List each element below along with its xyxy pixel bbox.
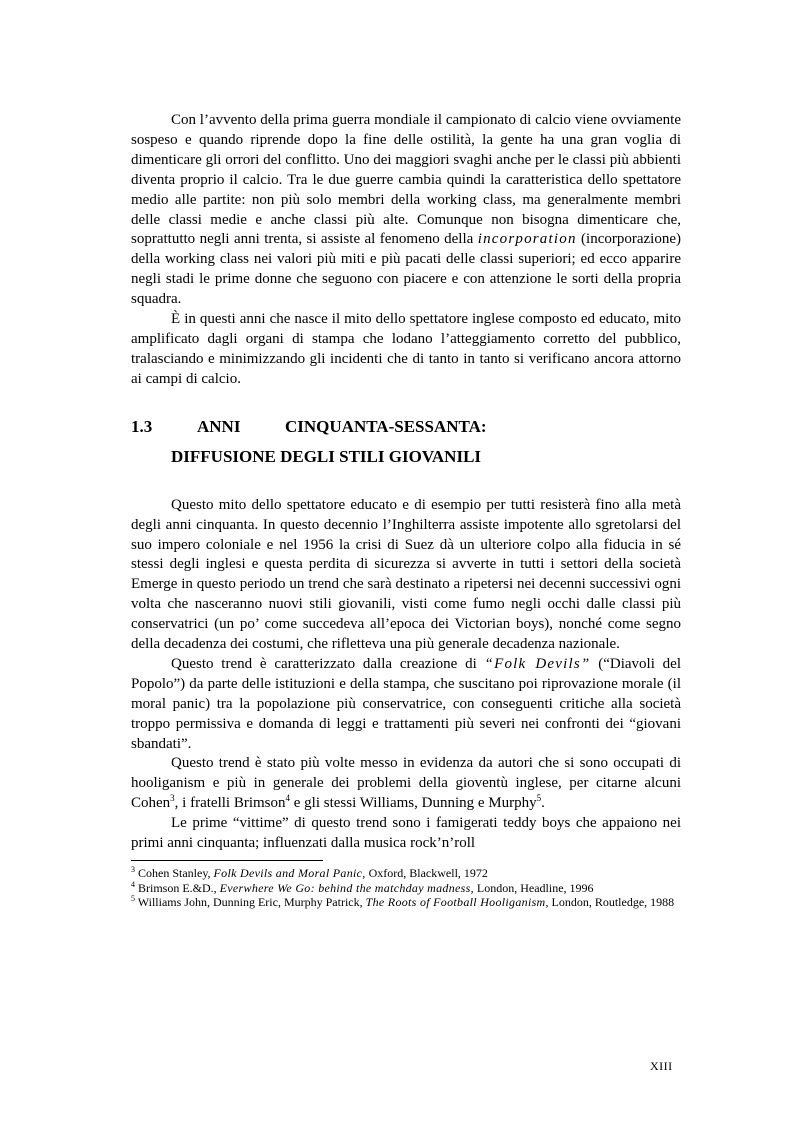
footnote-divider	[131, 860, 323, 861]
book-title: Folk Devils and Moral Panic,	[213, 866, 366, 880]
emphasized-term: incorporation	[477, 231, 577, 248]
text-run: (incorporazione) della working class nei valori più miti e più pacati delle classi superiori; ed ecco apparire negli stadi le prime donne che seguono con piacere e con attenzione le sorti della propria squadra.	[131, 231, 681, 308]
section-title-word: ANNI	[197, 416, 241, 436]
paragraph	[131, 655, 681, 755]
paragraph	[131, 814, 681, 854]
text-run: Questo mito dello spettatore educato e di esempio per tutti resisterà fino alla metà degli anni cinquanta. In questo decennio l’Inghilterra assiste impotente allo sgretolarsi del suo impero coloniale e nel 1956 la crisi di Suez dà un ulteriore colpo alla fiducia in sé stessi degli inglesi e questa perdita di sicurezza si avverte in tutti i settori della società Emerge in questo periodo un trend che sarà destinato a ripetersi nei decenni successivi ogni volta che nasceranno nuovi stili giovanili, visti come fumo negli occhi dalle classi più conservatrici (un po’ come succedeva all’epoca dei Victorian boys), nonché come segno della decadenza dei costumi, che rifletteva una più generale decadenza nazionale.	[131, 496, 681, 653]
paragraph	[131, 111, 681, 310]
text-run: Brimson E.&D.,	[135, 880, 220, 895]
footnote-ref: 4	[285, 793, 290, 804]
text-run: Williams John, Dunning Eric, Murphy Patrick,	[135, 895, 366, 909]
footnote	[131, 881, 681, 896]
footnotes	[131, 866, 681, 910]
text-run: Con l’avvento della prima guerra mondiale il campionato di calcio viene ovviamente sospeso e quando riprende dopo la fine delle ostilità, la gente ha una gran voglia di dimenticare gli orrori del conflitto. Uno dei maggiori svaghi anche per le classi più abbienti diventa proprio il calcio. Tra le due guerre cambia quindi la caratteristica dello spettatore medio alle partite: non più solo membri della working class, ma generalmente membri delle classi medie e anche classi più alte. Comunque non bisogna dimenticare che, soprattutto negli anni trenta, si assiste al fenomeno della	[131, 112, 681, 248]
body-bottom	[131, 496, 681, 854]
text-run: , i fratelli Brimson	[174, 795, 286, 812]
footnote	[131, 866, 681, 881]
paragraph	[131, 754, 681, 814]
footnote	[131, 895, 681, 910]
text-run: Questo trend è stato più volte messo in evidenza da autori che si sono occupati di hooliganism e più in generale dei problemi della gioventù inglese, per citarne alcuni Cohen	[131, 755, 681, 812]
page-number: XIII	[650, 1059, 673, 1073]
text-run: Cohen Stanley,	[135, 866, 214, 880]
book-title: The Roots of Football Hooliganism	[365, 895, 546, 909]
text-run: Le prime “vittime” di questo trend sono i famigerati teddy boys che appaiono nei primi anni cinquanta; influenzati dalla musica rock’n’roll	[131, 815, 681, 852]
section-number: 1.3	[131, 416, 153, 436]
section-heading	[131, 412, 681, 472]
section-title-line2: DIFFUSIONE DEGLI STILI GIOVANILI	[171, 446, 482, 466]
footnote-ref: 3	[131, 865, 135, 874]
text-run: Oxford, Blackwell, 1972	[365, 866, 488, 880]
document-page	[131, 111, 681, 910]
text-run: .	[541, 795, 545, 812]
text-run: e gli stessi Williams, Dunning e Murphy	[290, 795, 537, 812]
text-run: È in questi anni che nasce il mito dello spettatore inglese composto ed educato, mito amplificato dagli organi di stampa che lodano l’atteggiamento corretto del pubblico, tralasciando e minimizzando gli incidenti che di tanto in tanto si verificano ancora attorno ai campi di calcio.	[131, 311, 681, 387]
footnote-ref: 4	[131, 879, 135, 889]
text-run: (“Diavoli del Popolo”) da parte delle istituzioni e della stampa, che suscitano poi riprovazione morale (il moral panic) tra la popolazione più conservatrice, con conseguenti critiche alla società troppo permissiva e domanda di leggi e trattamenti più severi nei confronti dei “giovani sbandati”.	[131, 655, 681, 752]
body-top	[131, 111, 681, 390]
book-title: Everwhere We Go: behind the matchday madness,	[219, 880, 474, 895]
paragraph	[131, 496, 681, 655]
section-title-word: CINQUANTA-SESSANTA:	[285, 416, 487, 436]
paragraph	[131, 310, 681, 390]
footnote-ref: 5	[131, 894, 135, 903]
text-run: London, Headline, 1996	[473, 880, 594, 895]
footnote-ref: 5	[536, 793, 542, 804]
footnote-ref: 3	[170, 793, 175, 804]
emphasized-term: “Folk Devils”	[484, 655, 591, 672]
text-run: , London, Routledge, 1988	[545, 895, 675, 909]
text-run: Questo trend è caratterizzato dalla creazione di	[171, 655, 485, 672]
